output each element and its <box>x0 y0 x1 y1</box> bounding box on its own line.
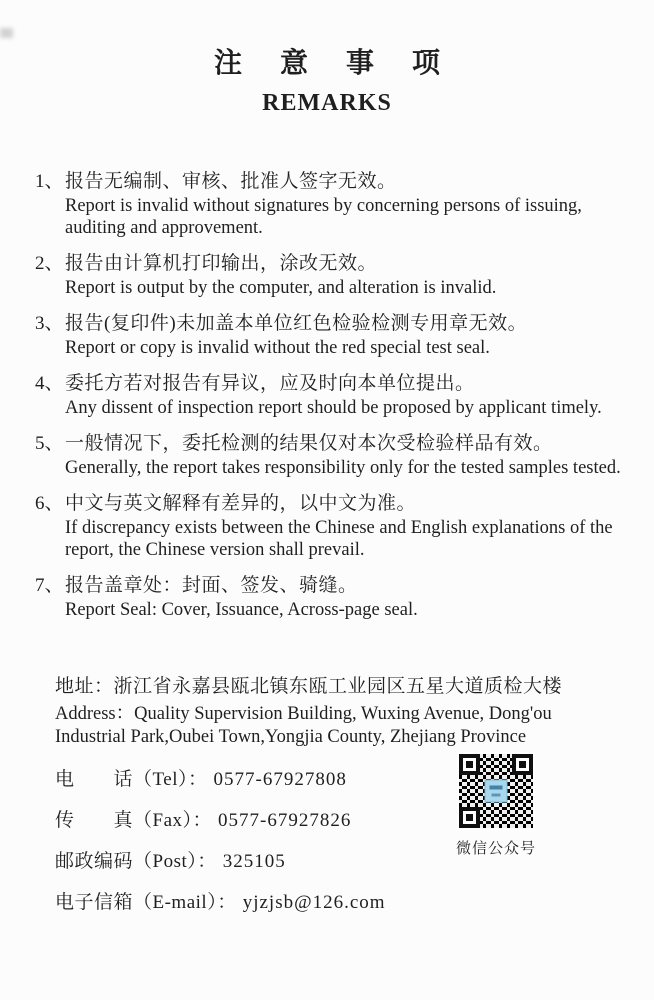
page-title-english: REMARKS <box>262 90 392 116</box>
item-text-chinese: 一般情况下，委托检测的结果仅对本次受检验样品有效。 <box>65 433 553 454</box>
qr-center-logo-icon <box>485 780 508 803</box>
item-body <box>65 370 626 419</box>
remark-item-6 <box>35 490 626 561</box>
item-text-english: Report or copy is invalid without the red special test seal. <box>65 338 490 358</box>
item-text-chinese: 报告无编制、审核、批准人签字无效。 <box>65 171 397 192</box>
item-number: 7、 <box>35 575 64 596</box>
fax-value: 0577-67927826 <box>218 810 352 831</box>
qr-caption: 微信公众号 <box>455 841 536 857</box>
item-number: 6、 <box>35 493 64 514</box>
post-label: 邮政编码（Post）： <box>55 851 217 872</box>
address-english: Address：Quality Supervision Building, Wuxing Avenue, Dong'ou Industrial Park,Oubei Town,Yongjia County, Zhejiang Province <box>55 704 552 747</box>
item-text-english: Generally, the report takes responsibility only for the tested samples tested. <box>65 458 621 478</box>
contact-line-tel <box>55 766 654 793</box>
tel-label: 电 话（Tel）： <box>55 769 208 790</box>
post-value: 325105 <box>222 851 286 872</box>
item-text-english: Any dissent of inspection report should be proposed by applicant timely. <box>65 398 602 418</box>
item-text-chinese: 报告由计算机打印输出，涂改无效。 <box>65 253 378 274</box>
wechat-qr-section <box>451 752 541 858</box>
remark-item-2 <box>35 250 626 299</box>
contact-line-email <box>55 889 654 916</box>
remark-item-4 <box>35 370 626 419</box>
remark-item-3 <box>35 310 626 359</box>
item-text-chinese: 中文与英文解释有差异的，以中文为准。 <box>65 493 417 514</box>
tel-value: 0577-67927808 <box>213 769 347 790</box>
scan-artifact <box>0 28 13 38</box>
item-body <box>65 430 626 479</box>
page-title-chinese: 注意事项 <box>213 48 478 79</box>
item-number: 3、 <box>35 313 64 334</box>
remark-item-7 <box>35 572 626 621</box>
item-text-chinese: 委托方若对报告有异议，应及时向本单位提出。 <box>65 373 475 394</box>
contact-line-post <box>55 848 654 875</box>
email-value: yjzjsb@126.com <box>242 892 386 913</box>
item-text-english: Report is invalid without signatures by concerning persons of issuing, auditing and approvement. <box>65 196 582 238</box>
item-body <box>65 168 626 239</box>
fax-label: 传 真（Fax）： <box>55 810 213 831</box>
item-number: 5、 <box>35 433 64 454</box>
qr-finder-icon <box>512 754 533 775</box>
address-chinese: 地址：浙江省永嘉县瓯北镇东瓯工业园区五星大道质检大楼 <box>55 676 563 697</box>
remarks-list <box>35 168 626 621</box>
item-text-chinese: 报告盖章处：封面、签发、骑缝。 <box>65 575 358 596</box>
contact-block <box>55 766 654 916</box>
item-number: 2、 <box>35 253 64 274</box>
item-body <box>65 250 626 299</box>
remark-item-1 <box>35 168 626 239</box>
qr-code-icon <box>457 752 535 830</box>
remark-item-5 <box>35 430 626 479</box>
item-text-english: Report Seal: Cover, Issuance, Across-page seal. <box>65 600 418 620</box>
qr-finder-icon <box>459 807 480 828</box>
item-body <box>65 310 626 359</box>
contact-line-fax <box>55 807 654 834</box>
item-text-chinese: 报告(复印件)未加盖本单位红色检验检测专用章无效。 <box>65 313 528 334</box>
qr-finder-icon <box>459 754 480 775</box>
item-body <box>65 490 626 561</box>
item-text-english: If discrepancy exists between the Chinese and English explanations of the report, the Chinese version shall prevail. <box>65 518 613 560</box>
address-block <box>55 673 626 749</box>
email-label: 电子信箱（E-mail）： <box>55 892 237 913</box>
item-text-english: Report is output by the computer, and alteration is invalid. <box>65 278 497 298</box>
item-body <box>65 572 626 621</box>
item-number: 1、 <box>35 171 64 192</box>
item-number: 4、 <box>35 373 64 394</box>
